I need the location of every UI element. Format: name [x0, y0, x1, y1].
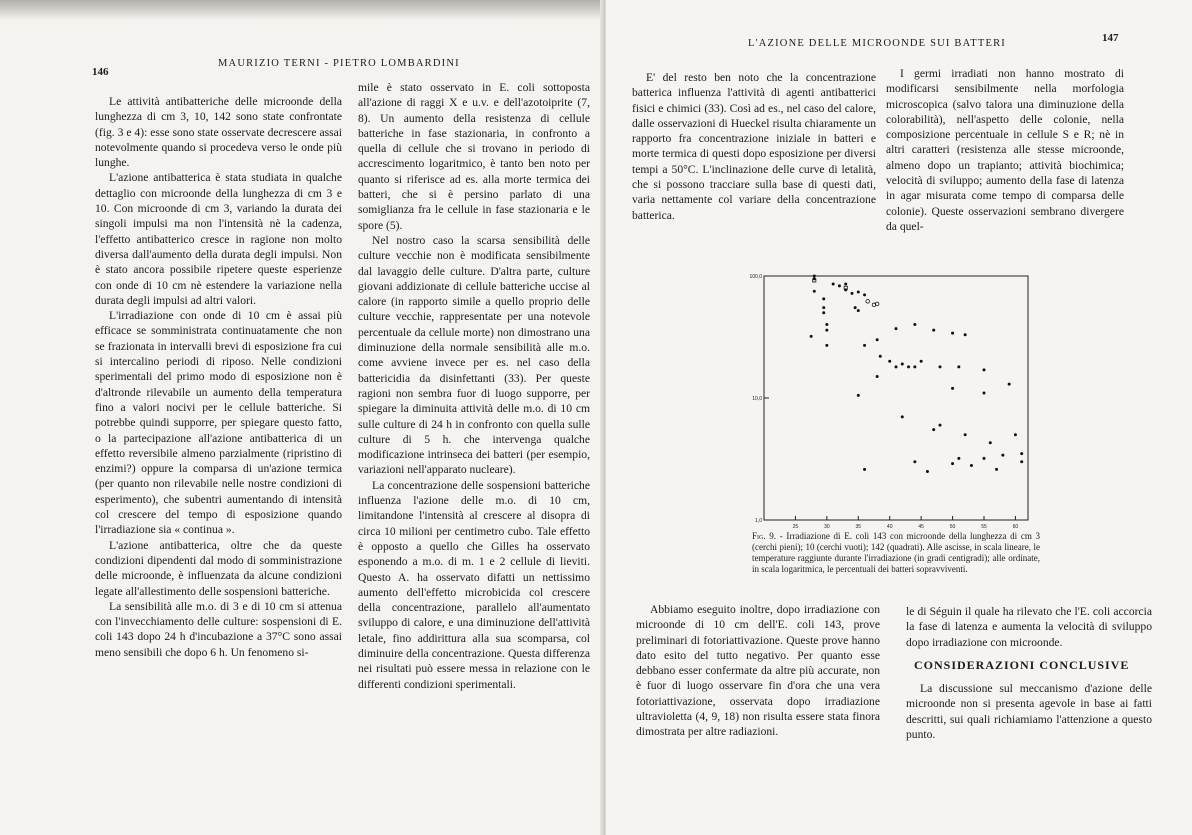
data-point-filled — [970, 464, 973, 467]
data-point-filled — [913, 365, 916, 368]
running-head: MAURIZIO TERNI - PIETRO LOMBARDINI — [218, 58, 460, 69]
data-point-filled — [854, 306, 857, 309]
data-point-filled — [989, 441, 992, 444]
data-point-filled — [951, 387, 954, 390]
data-point-filled — [957, 365, 960, 368]
paragraph: mile è stato osservato in E. coli sottoposta all'azione di raggi X e u.v. e dell'azotoiprite (7, 8). Un aumento della resistenza di cellule batteriche in fase stazionaria, in confronto a quella di cellule che si trovano in periodo di accrescimento logaritmico, è tanto ben noto per quanto si riferisce ad es. alla morte termica dei batteri, che si è persino parlato di una somiglianza fra le cellule in fase stazionaria e le spore (5). — [358, 81, 590, 232]
data-point-filled — [964, 433, 967, 436]
data-point-filled — [913, 323, 916, 326]
left-column-1 — [95, 94, 342, 660]
x-tick-label: 55 — [981, 524, 987, 530]
paragraph: La discussione sul meccanismo d'azione delle microonde non si presenta agevole in base ai fatti descritti, sui quali richiamiamo l'attenzione a questo punto. — [906, 682, 1152, 742]
plot-frame — [764, 276, 1028, 520]
right-column-1-top — [632, 70, 876, 223]
figure-caption — [752, 531, 1040, 575]
data-point-filled — [822, 306, 825, 309]
paragraph: L'irradiazione con onde di 10 cm è assai più efficace se somministrata continuatamente che non se frazionata in intervalli brevi di esposizione fra cui si intercalino periodi di riposo. Nelle condizioni sperimentali del primo modo di esposizione non è d'altronde rilevabile un aumento della temperatura fino a valori nocivi per le cellule batteriche. Si potrebbe quindi supporre, per spiegare questo fatto, o la partecipazione all'azione antibatterica di un effetto reversibile almeno parzialmente (ripristino di enzimi?) oppure la comparsa di un'azione termica (per quanto non rilevabile nelle nostre condizioni di esperimento), che subentri aumentando di intensità col crescere del tempo di esposizione quando l'irradiazione sia « continua ». — [95, 309, 342, 537]
data-point-filled — [932, 428, 935, 431]
data-point-filled — [995, 468, 998, 471]
data-point-filled — [926, 470, 929, 473]
data-point-filled — [838, 284, 841, 287]
data-point-filled — [983, 391, 986, 394]
paragraph: Le attività antibatteriche delle microonde della lunghezza di cm 3, 10, 142 sono state confrontate (fig. 3 e 4): esse sono state osservate decrescere assai notevolmente quando si procedeva verso le onde più lunghe. — [95, 95, 342, 170]
data-point-filled — [863, 468, 866, 471]
data-point-filled — [983, 368, 986, 371]
scan-shadow-top — [0, 0, 604, 20]
data-point-filled — [844, 282, 847, 285]
paragraph: E' del resto ben noto che la concentrazione batterica influenza l'attività di agenti antibatterici fisici e chimici (33). Così ad es., nel caso del calore, dalle osservazioni di Hueckel risulta chiaramente un rapporto fra concentrazione iniziale in batteri e morte termica di questi dopo esposizione per diversi tempi a 50°C. L'inclinazione delle curve di letalità, che si possono tracciare sulla base di questi dati, varia nettamente col variare della concentrazione batterica. — [632, 71, 876, 222]
caption-label: Fig. 9. - — [752, 531, 783, 541]
data-point-filled — [825, 344, 828, 347]
data-point-filled — [876, 338, 879, 341]
data-point-filled — [895, 327, 898, 330]
y-tick-label: 1,0 — [755, 518, 762, 524]
data-point-filled — [813, 290, 816, 293]
page-number: 146 — [92, 66, 109, 78]
x-tick-label: 40 — [886, 524, 893, 530]
x-tick-label: 45 — [918, 524, 924, 530]
data-point-filled — [844, 288, 847, 291]
paragraph: La sensibilità alle m.o. di 3 e di 10 cm si attenua con l'invecchiamento delle culture: sospensioni di E. coli 143 dopo 24 h d'incubazione a 37°C sono assai meno sensibili che dopo 6 h. Un fenomeno si- — [95, 599, 342, 659]
data-point-filled — [879, 355, 882, 358]
data-point-filled — [1001, 454, 1004, 457]
paragraph: I germi irradiati non hanno mostrato di modificarsi sensibilmente nella morfologia microscopica (salvo talora una diminuzione della colorabilità), nell'aspetto delle colonie, nella composizione percentuale in cellule S e R; nè in altri caratteri (resistenza alle stesse microonde, almeno dopo un trapianto; attività biochimica; velocità di sviluppo; aumento della fase di latenza in agar misurata come tempo di comparsa delle colonie). Queste osservazioni sembrano divergere da quel- — [886, 67, 1124, 233]
paragraph: le di Séguin il quale ha rilevato che l'E. coli accorcia la fase di latenza e aumenta la velocità di sviluppo dopo irradiazione con microonde. — [906, 605, 1152, 649]
data-point-filled — [939, 424, 942, 427]
data-point-filled — [920, 360, 923, 363]
x-tick-label: 25 — [792, 524, 799, 530]
figure-9-chart — [749, 270, 1036, 532]
data-point-filled — [825, 323, 828, 326]
data-point-filled — [851, 292, 854, 295]
section-title: CONSIDERAZIONI CONCLUSIVE — [914, 657, 1130, 672]
x-tick-label: 30 — [824, 524, 830, 530]
data-point-filled — [1014, 433, 1017, 436]
data-point-filled — [983, 457, 986, 460]
data-point-filled — [957, 457, 960, 460]
data-point-filled — [901, 362, 904, 365]
paragraph: Abbiamo eseguito inoltre, dopo irradiazione con microonde di 10 cm dell'E. coli 143, prove preliminari di fotoriattivazione. Queste prove hanno dato esito del tutto negativo. Per quanto esse debbano esser confermate da altre più accurate, non è fuor di luogo osservare fin d'ora che una vera fotoriattivazione, osservata dopo irradiazione ultravioletta (4, 9, 18) non risulta essere stata finora dimostrata per altre radiazioni. — [636, 603, 880, 739]
data-point-filled — [939, 365, 942, 368]
data-point-filled — [822, 297, 825, 300]
data-point-filled — [913, 460, 916, 463]
data-point-filled — [857, 290, 860, 293]
data-point-filled — [810, 335, 813, 338]
data-point-filled — [1020, 452, 1023, 455]
data-point-open — [866, 300, 870, 304]
data-point-filled — [857, 309, 860, 312]
data-point-filled — [951, 462, 954, 465]
data-point-filled — [1020, 460, 1023, 463]
x-tick-label: 60 — [1012, 524, 1019, 530]
x-tick-label: 35 — [855, 524, 862, 530]
paragraph: L'azione antibatterica è stata studiata in qualche dettaglio con microonde della lunghezza di cm 3 e 10. Con microonde di cm 3, variando la durata dei singoli impulsi ma non l'intensità nè la cadenza, l'effetto antibatterico cresce in ragione non molto diversa dall'aumento della durata degli impulsi. Non è stato ancora possibile ripetere queste esperienze con onde di 10 cm nè estendere la variazione nella durata degli impulsi ad altri valori. — [95, 171, 342, 307]
scatter-plot — [749, 270, 1036, 532]
right-column-2-top — [886, 66, 1124, 234]
y-tick-label: 100,0 — [749, 274, 762, 280]
x-tick-label: 50 — [949, 524, 956, 530]
data-point-filled — [895, 365, 898, 368]
data-point-filled — [863, 344, 866, 347]
data-point-filled — [951, 332, 954, 335]
data-point-filled — [932, 329, 935, 332]
paragraph: L'azione antibatterica, oltre che da queste condizioni dipendenti dal modo di somministrazione delle microonde, è influenzata da alcune condizioni legate all'allestimento delle sospensioni batteriche. — [95, 538, 342, 598]
data-point-filled — [907, 365, 910, 368]
data-point-filled — [825, 329, 828, 332]
paragraph: Nel nostro caso la scarsa sensibilità delle culture vecchie non è modificata sensibilmente dal lavaggio delle culture. D'altra parte, culture giovani addizionate di cellule batteriche uccise al calore (in rapporto simile a quello proprio delle culture vecchie, rappresentate per una notevole percentuale da cellule morte) non dimostrano una diminuzione della normale sensibilità alle m.o. come avviene invece per es. nel caso della battericidia da disinfettanti (33). Per queste ragioni non sembra fuor di luogo supporre, per spiegare la diminuita attività delle m.o. di 10 cm sulle culture di 24 h in confronto con quella sulle culture di 5 h. che intervenga qualche modificazione intrinseca dei batteri (per esempio, variazioni nell'apparato nucleare). — [358, 233, 590, 477]
data-point-filled — [822, 311, 825, 314]
caption-text: Irradiazione di E. coli 143 con microonde della lunghezza di cm 3 (cerchi pieni); 10 (cerchi vuoti); 142 (quadrati). Alle ascisse, in scala lineare, le temperature raggiunte durante l'irradiazione (in gradi centigradi); alle ordinate, in scala logaritmica, le percentuali dei batteri sopravviventi. — [752, 531, 1041, 574]
data-point-filled — [863, 293, 866, 296]
paragraph: La concentrazione delle sospensioni batteriche influenza l'azione delle m.o. di 10 cm, limitandone l'intensità al crescere al disopra di circa 10 milioni per centimetro cubo. Tale effetto è opposto a quello che Gilles ha osservato esponendo a m.o. di m. 1 e 2 cellule di lieviti. Questo A. ha osservato difatti un nettissimo aumento dell'effetto microbicida col crescere della concentrazione, parallelo all'aumentato sviluppo di calore, e una diminuzione dell'attività letale, fino addirittura alla sua scomparsa, col diminuire della concentrazione. Questa differenza nei risultati può essere messa in relazione con le differenti condizioni sperimentali. — [358, 478, 590, 691]
data-point-filled — [876, 375, 879, 378]
left-column-2 — [358, 80, 590, 692]
data-point-filled — [857, 394, 860, 397]
data-point-filled — [1008, 383, 1011, 386]
data-point-filled — [964, 333, 967, 336]
data-point-filled — [813, 275, 816, 278]
right-column-2-bottom — [906, 604, 1152, 742]
running-head: L'AZIONE DELLE MICROONDE SUI BATTERI — [748, 38, 1006, 49]
data-point-filled — [901, 415, 904, 418]
right-column-1-bottom — [636, 602, 880, 740]
y-tick-label: 10,0 — [752, 396, 762, 402]
page-number: 147 — [1102, 32, 1119, 44]
data-point-filled — [888, 360, 891, 363]
data-point-filled — [832, 282, 835, 285]
